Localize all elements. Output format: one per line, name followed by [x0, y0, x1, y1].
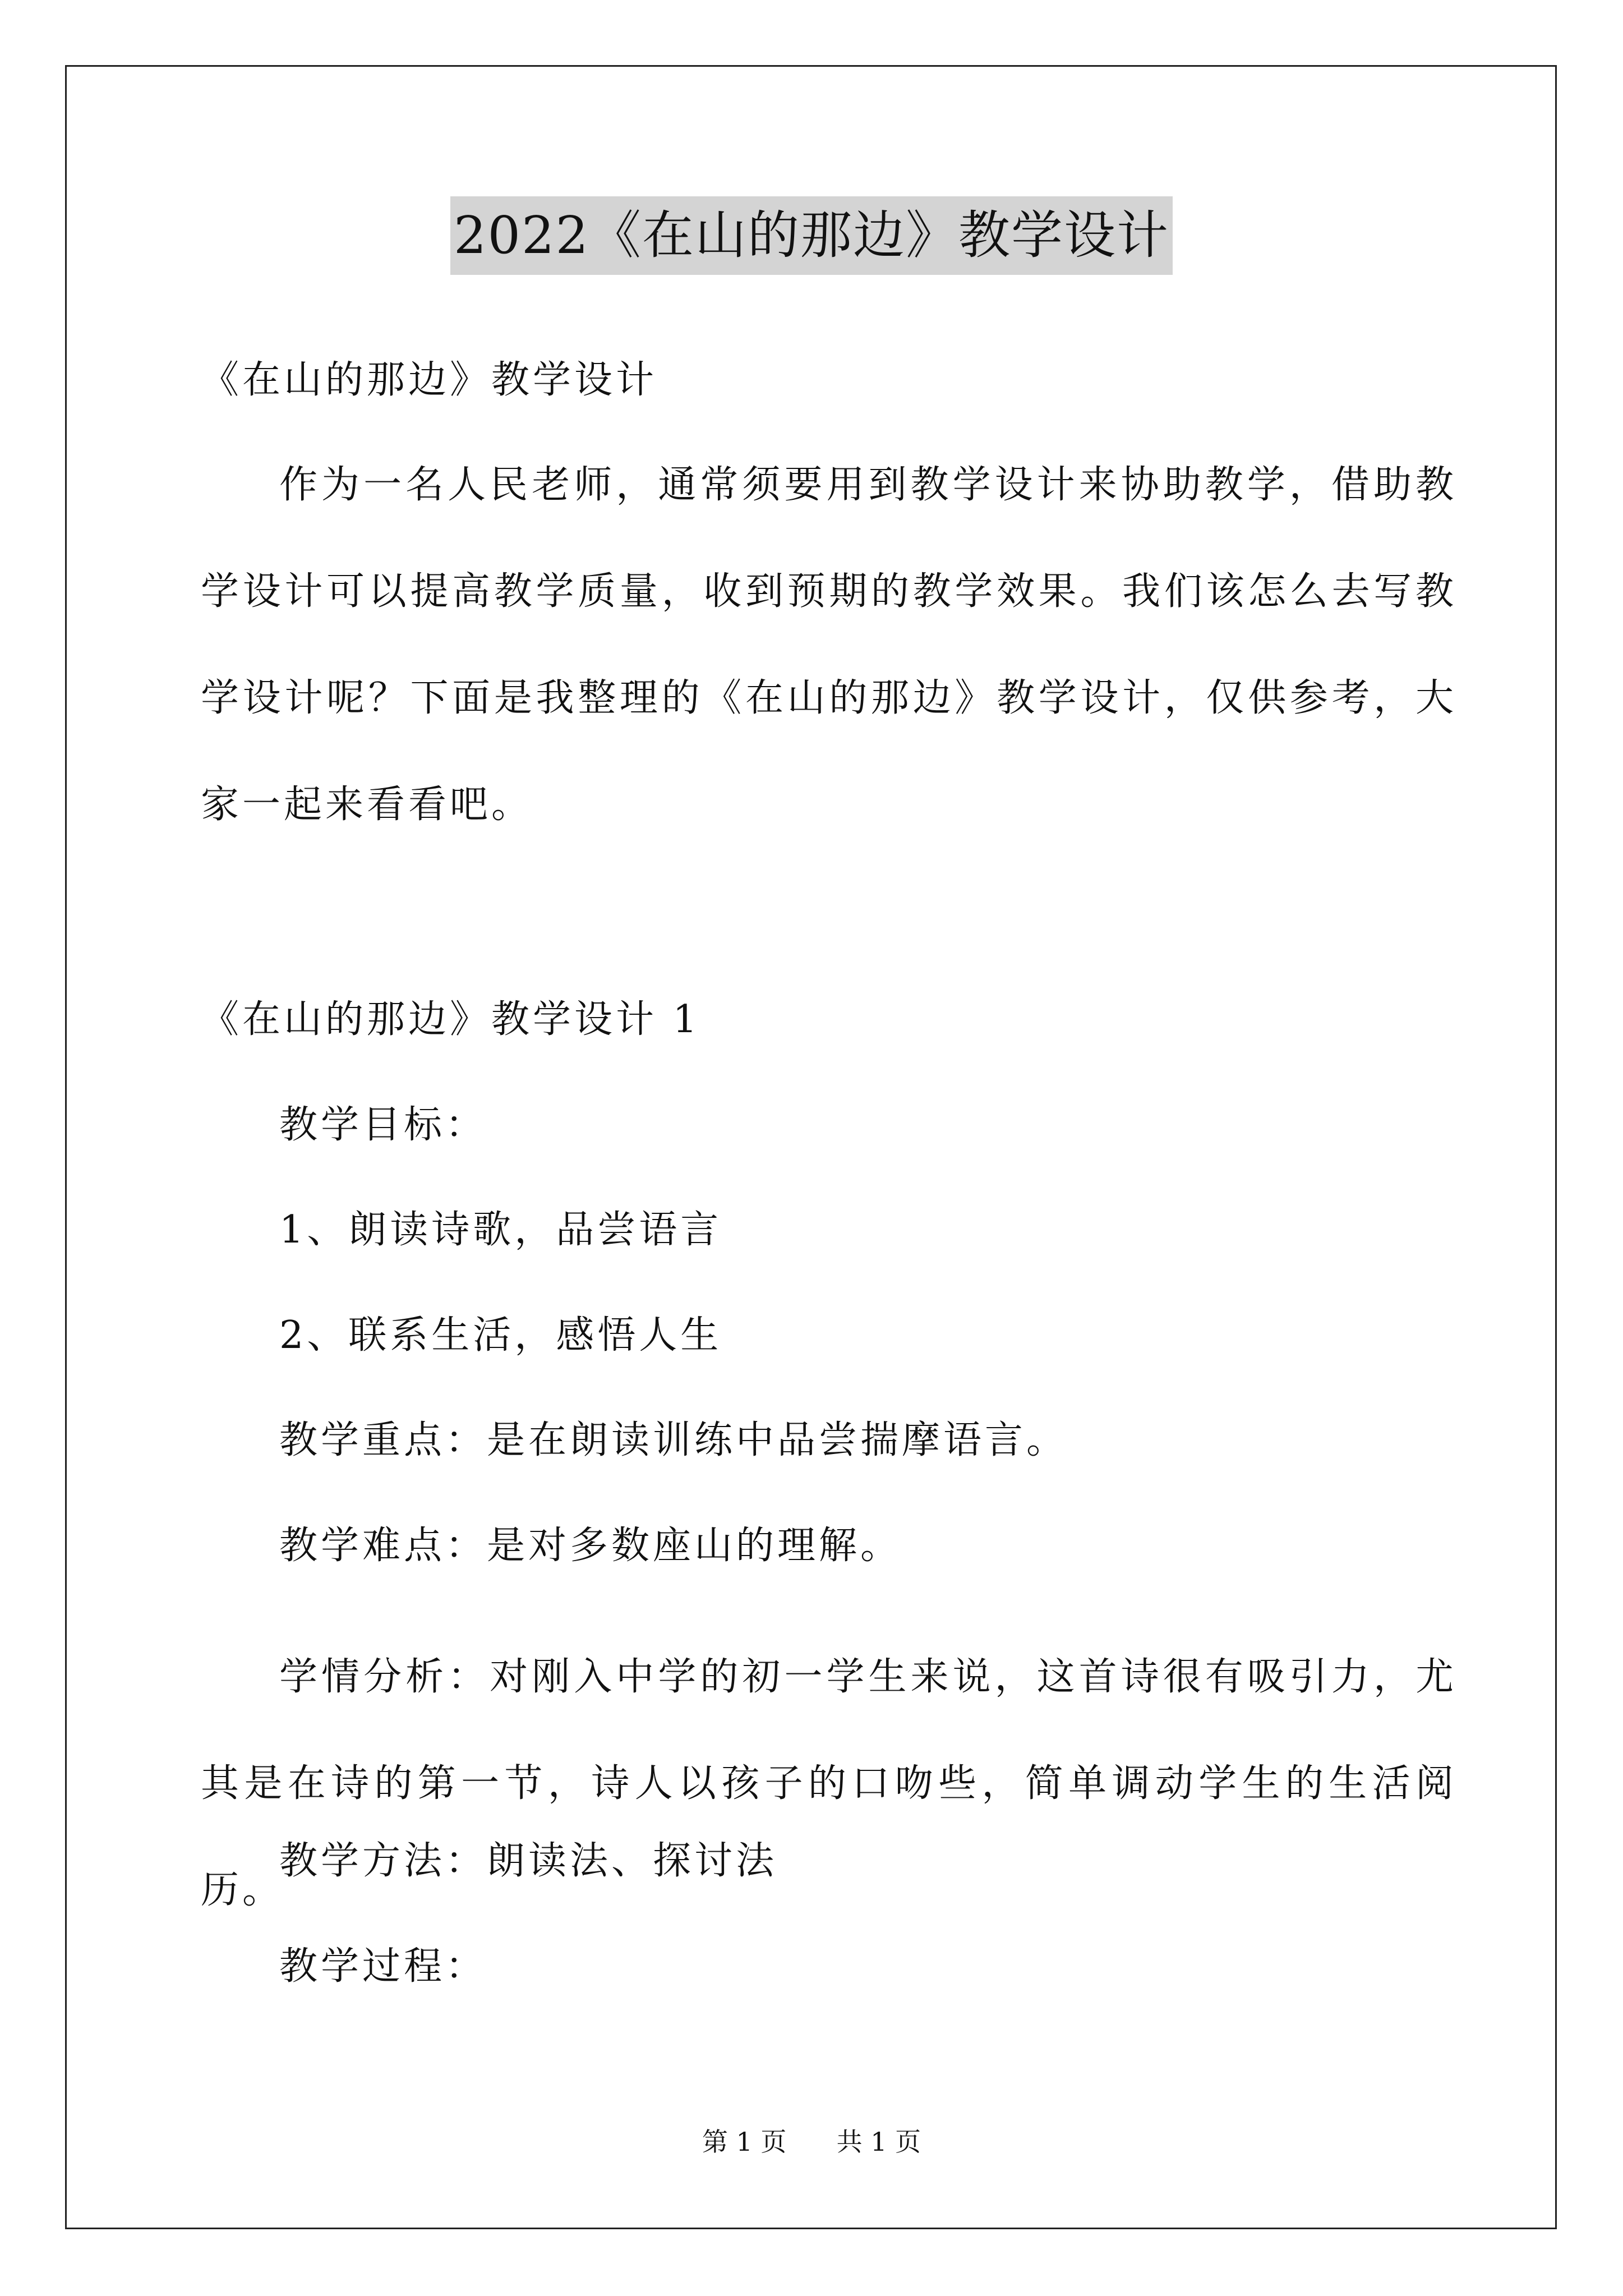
page-footer: [0, 2125, 1623, 2159]
analysis-paragraph: 学情分析：对刚入中学的初一学生来说，这首诗很有吸引力，尤其是在诗的第一节，诗人以孩子的口吻些，简单调动学生的生活阅历。: [201, 1655, 1457, 1912]
goals-label: 教学目标：: [279, 1103, 487, 1147]
document-title: 2022《在山的那边》教学设计: [450, 196, 1173, 275]
title-container: [0, 196, 1623, 275]
page-number-total: 共 1 页: [836, 2127, 921, 2157]
intro-paragraph: 作为一名人民老师，通常须要用到教学设计来协助教学，借助教学设计可以提高教学质量，收到预期的教学效果。我们该怎么去写教学设计呢？下面是我整理的《在山的那边》教学设计，仅供参考，大家一起来看看吧。: [201, 463, 1457, 827]
page-number-current: 第 1 页: [702, 2127, 787, 2157]
method-line: 教学方法：朗读法、探讨法: [279, 1839, 778, 1883]
process-label: 教学过程：: [279, 1944, 487, 1989]
section-heading: 《在山的那边》教学设计 1: [201, 997, 700, 1042]
document-subtitle: 《在山的那边》教学设计: [201, 358, 658, 402]
goal-item-2: 2、联系生活，感悟人生: [279, 1313, 722, 1358]
goal-item-1: 1、朗读诗歌，品尝语言: [279, 1208, 722, 1252]
difficulty-point: 教学难点：是对多数座山的理解。: [279, 1524, 902, 1568]
key-point: 教学重点：是在朗读训练中品尝揣摩语言。: [279, 1418, 1068, 1462]
